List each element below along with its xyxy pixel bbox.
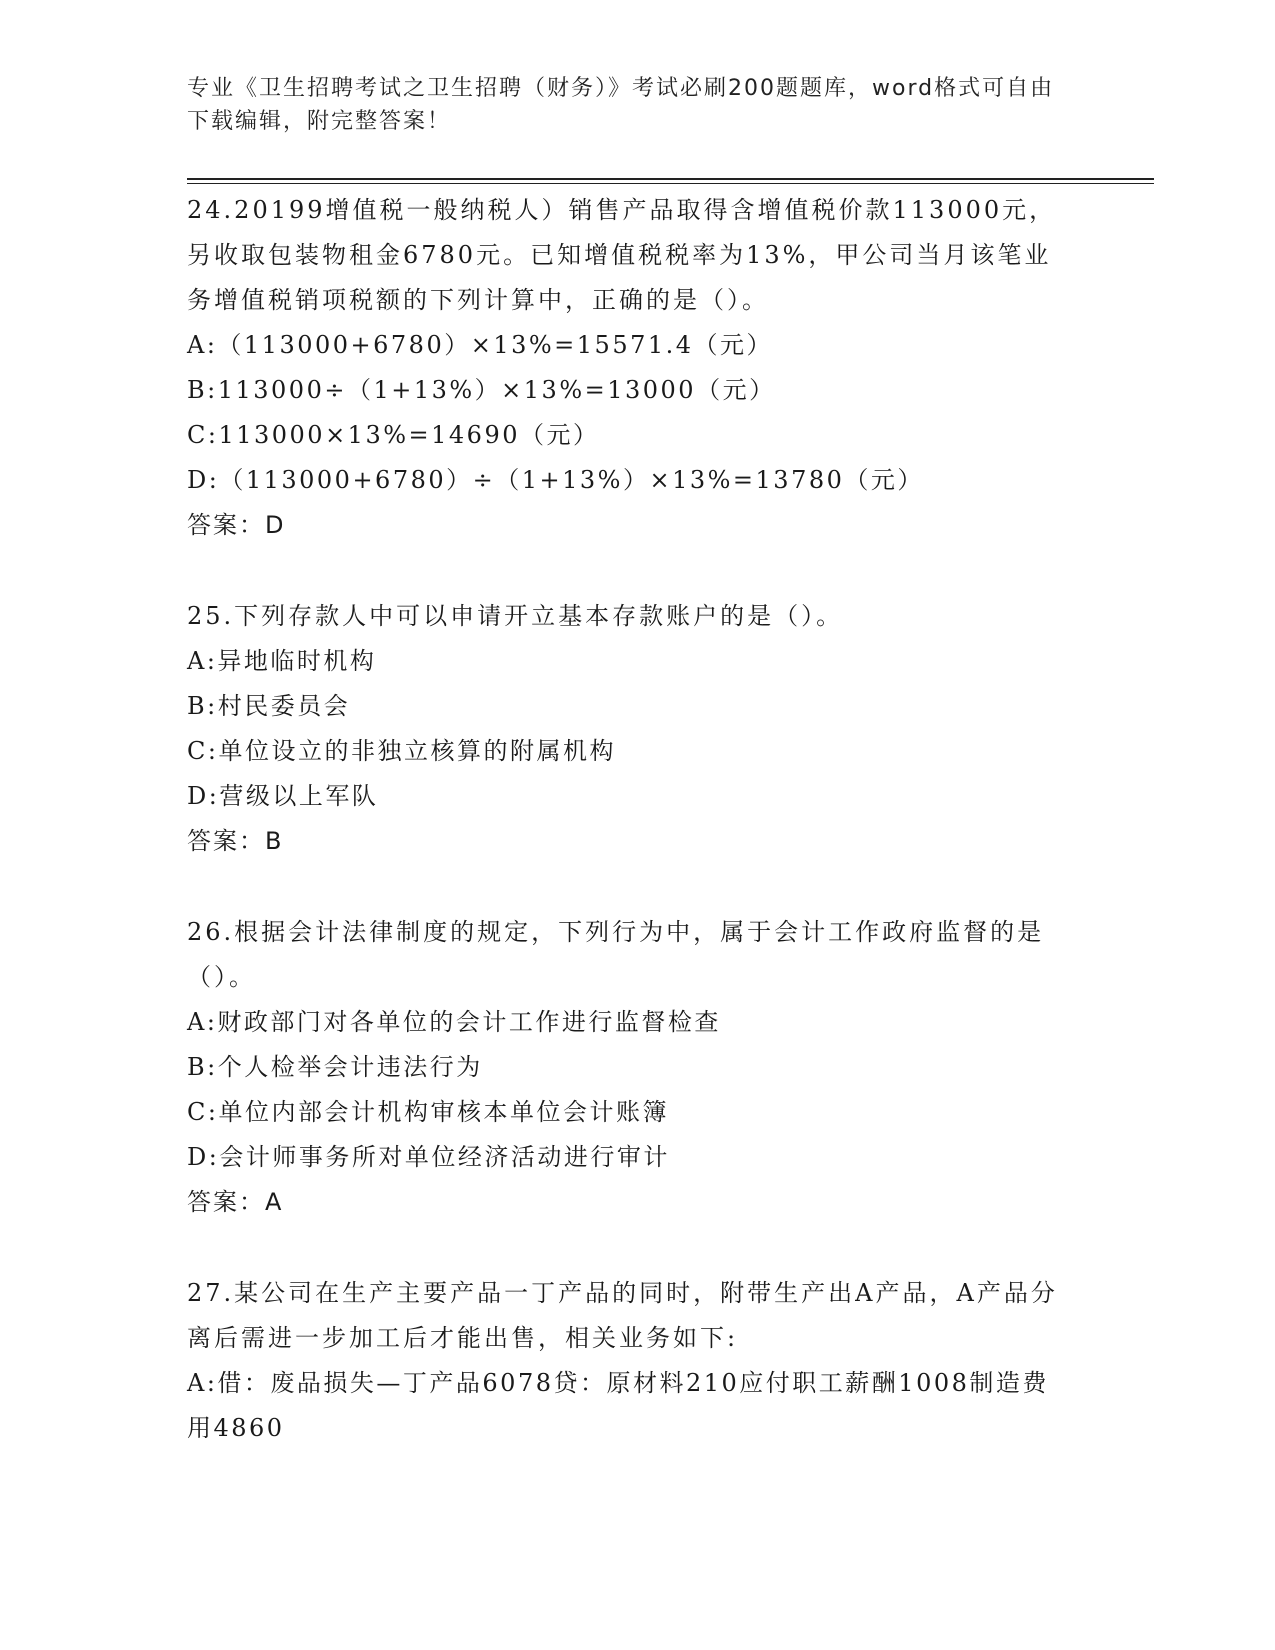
option-a: A:借：废品损失—丁产品6078贷：原材料210应付职工薪酬1008制造费用4860 <box>187 1369 1049 1442</box>
question-text: 25.下列存款人中可以申请开立基本存款账户的是（）。 <box>187 602 844 630</box>
option-a: A:财政部门对各单位的会计工作进行监督检查 <box>187 1008 721 1036</box>
answer-label: 答案：D <box>187 511 286 539</box>
option-b: B:村民委员会 <box>187 692 351 720</box>
option-c: C:113000×13%=14690（元） <box>187 421 600 449</box>
header-divider-thin <box>187 183 1154 184</box>
question-text: 27.某公司在生产主要产品一丁产品的同时，附带生产出A产品，A产品分离后需进一步加工后才能出售，相关业务如下: <box>187 1279 1058 1352</box>
option-b: B:个人检举会计违法行为 <box>187 1053 483 1081</box>
option-a: A:（113000+6780）×13%=15571.4（元） <box>187 331 774 359</box>
question-25 <box>187 594 1067 864</box>
question-24 <box>187 188 1067 548</box>
document-header: 专业《卫生招聘考试之卫生招聘（财务）》考试必刷200题题库，word格式可自由下载编辑，附完整答案！ <box>187 76 1055 134</box>
option-c: C:单位内部会计机构审核本单位会计账簿 <box>187 1098 669 1126</box>
question-27 <box>187 1271 1067 1451</box>
answer-label: 答案：A <box>187 1188 284 1216</box>
answer-label: 答案：B <box>187 827 284 855</box>
option-a: A:异地临时机构 <box>187 647 377 675</box>
option-c: C:单位设立的非独立核算的附属机构 <box>187 737 616 765</box>
question-text: 24.20199增值税一般纳税人）销售产品取得含增值税价款113000元，另收取包装物租金6780元。已知增值税税率为13%，甲公司当月该笔业务增值税销项税额的下列计算中，正确的是（）。 <box>187 196 1057 314</box>
option-d: D:会计师事务所对单位经济活动进行审计 <box>187 1143 670 1171</box>
header-divider <box>187 178 1154 180</box>
option-d: D:营级以上军队 <box>187 782 379 810</box>
question-text: 26.根据会计法律制度的规定，下列行为中，属于会计工作政府监督的是（）。 <box>187 918 1045 991</box>
question-26 <box>187 910 1067 1225</box>
option-b: B:113000÷（1+13%）×13%=13000（元） <box>187 376 776 404</box>
option-d: D:（113000+6780）÷（1+13%）×13%=13780（元） <box>187 466 924 494</box>
question-list <box>187 188 1067 1497</box>
